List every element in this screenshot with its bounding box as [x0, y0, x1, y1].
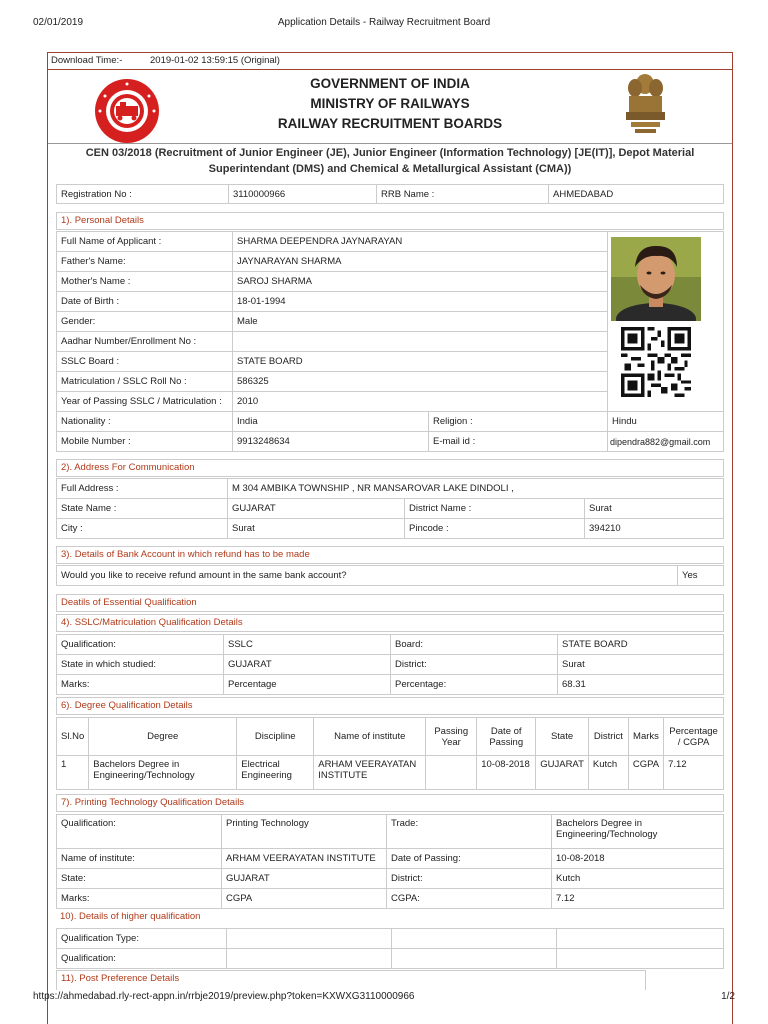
sslc-board-value-2: STATE BOARD [558, 635, 724, 655]
refund-question: Would you like to receive refund amount in the same bank account? [57, 566, 678, 586]
degree-marks: CGPA [628, 756, 663, 790]
printing-state-value: GUJARAT [222, 869, 387, 889]
refund-answer: Yes [678, 566, 724, 586]
cen-title-line-1: CEN 03/2018 (Recruitment of Junior Engineer (JE), Junior Engineer (Information Technology) [JE(IT)], Depot Material [85, 147, 695, 159]
sslc-marks-label: Marks: [57, 675, 224, 695]
sslc-board-label: SSLC Board : [57, 352, 233, 372]
mobile-label: Mobile Number : [57, 432, 233, 452]
full-address-value: M 304 AMBIKA TOWNSHIP , NR MANSAROVAR LAKE DINDOLI , [228, 479, 724, 499]
page-url: https://ahmedabad.rly-rect-appn.in/rrbje2019/preview.php?token=KXWXG3110000966 [33, 991, 415, 1002]
download-time-label: Download Time:- [51, 55, 123, 66]
gender-value: Male [233, 312, 608, 332]
email-value: dipendra882@gmail.com [608, 432, 724, 452]
mother-name-value: SAROJ SHARMA [233, 272, 608, 292]
table-row [57, 756, 724, 790]
download-time-bar [48, 53, 732, 70]
passing-year-label: Year of Passing SSLC / Matriculation : [57, 392, 233, 412]
degree-col-passing-year: Passing Year [426, 718, 477, 756]
registration-label: Registration No : [57, 185, 229, 204]
printing-qualification-value: Printing Technology [222, 815, 387, 849]
degree-passing-year [426, 756, 477, 790]
degree-discipline: Electrical Engineering [237, 756, 314, 790]
mother-name-label: Mother's Name : [57, 272, 233, 292]
printing-district-label: District: [387, 869, 552, 889]
degree-col-state: State [536, 718, 589, 756]
degree-date-of-passing: 10-08-2018 [477, 756, 536, 790]
dob-value: 18-01-1994 [233, 292, 608, 312]
print-date: 02/01/2019 [33, 17, 84, 28]
printing-cgpa-label: CGPA: [387, 889, 552, 909]
bank-table [56, 565, 724, 586]
registration-table [56, 184, 724, 204]
address-heading: 2). Address For Communication [56, 459, 724, 477]
degree-col-percentage: Percentage / CGPA [664, 718, 724, 756]
degree-col-slno: Sl.No [57, 718, 89, 756]
sslc-percentage-value: 68.31 [558, 675, 724, 695]
city-value: Surat [228, 519, 405, 539]
roll-no-label: Matriculation / SSLC Roll No : [57, 372, 233, 392]
higher-qualification-label: Qualification: [57, 949, 227, 969]
sslc-board-label-2: Board: [391, 635, 558, 655]
religion-label: Religion : [429, 412, 608, 432]
full-address-label: Full Address : [57, 479, 228, 499]
father-name-value: JAYNARAYAN SHARMA [233, 252, 608, 272]
nationality-label: Nationality : [57, 412, 233, 432]
header-line-boards: RAILWAY RECRUITMENT BOARDS [277, 116, 503, 131]
degree-col-degree: Degree [89, 718, 237, 756]
degree-heading: 6). Degree Qualification Details [56, 697, 724, 715]
religion-value: Hindu [608, 412, 724, 432]
degree-district: Kutch [588, 756, 628, 790]
printing-date-label: Date of Passing: [387, 849, 552, 869]
post-preference-heading: 11). Post Preference Details [56, 970, 646, 990]
printing-cgpa-value: 7.12 [552, 889, 724, 909]
degree-col-marks: Marks [628, 718, 663, 756]
degree-col-institute: Name of institute [314, 718, 426, 756]
city-label: City : [57, 519, 228, 539]
application-form [47, 52, 733, 1024]
printing-qualification-label: Qualification: [57, 815, 222, 849]
sslc-state-label: State in which studied: [57, 655, 224, 675]
sslc-qualification-value: SSLC [224, 635, 391, 655]
degree-col-district: District [588, 718, 628, 756]
printing-marks-label: Marks: [57, 889, 222, 909]
degree-col-date-of-passing: Date of Passing [477, 718, 536, 756]
name-label: Full Name of Applicant : [57, 232, 233, 252]
applicant-photo [611, 237, 701, 321]
registration-value: 3110000966 [229, 185, 377, 204]
printing-technology-table [56, 814, 724, 909]
cen-title-line-2: Superintendant (DMS) and Chemical & Metallurgical Assistant (CMA)) [208, 163, 572, 175]
header-line-ministry: MINISTRY OF RAILWAYS [310, 96, 470, 111]
rrb-name-value: AHMEDABAD [549, 185, 724, 204]
mobile-value: 9913248634 [233, 432, 429, 452]
dob-label: Date of Birth : [57, 292, 233, 312]
personal-details-heading: 1). Personal Details [56, 212, 724, 230]
aadhar-label: Aadhar Number/Enrollment No : [57, 332, 233, 352]
rrb-name-label: RRB Name : [377, 185, 549, 204]
address-table [56, 478, 724, 539]
printing-institute-value: ARHAM VEERAYATAN INSTITUTE [222, 849, 387, 869]
printing-district-value: Kutch [552, 869, 724, 889]
name-value: SHARMA DEEPENDRA JAYNARAYAN [233, 232, 608, 252]
qualification-type-label: Qualification Type: [57, 929, 227, 949]
degree-table [56, 717, 724, 790]
sslc-district-label: District: [391, 655, 558, 675]
printing-marks-value: CGPA [222, 889, 387, 909]
aadhar-value [233, 332, 608, 352]
degree-col-discipline: Discipline [237, 718, 314, 756]
pincode-value: 394210 [585, 519, 724, 539]
sslc-qualification-table [56, 634, 724, 695]
essential-qualification-heading: Deatils of Essential Qualification [56, 594, 724, 612]
higher-qualification-heading: 10). Details of higher qualification [60, 911, 201, 922]
sslc-percentage-label: Percentage: [391, 675, 558, 695]
printing-trade-value: Bachelors Degree in Engineering/Technology [552, 815, 724, 849]
email-label: E-mail id : [429, 432, 608, 452]
sslc-marks-value: Percentage [224, 675, 391, 695]
printing-trade-label: Trade: [387, 815, 552, 849]
sslc-qualification-heading: 4). SSLC/Matriculation Qualification Details [56, 614, 724, 632]
passing-year-value: 2010 [233, 392, 608, 412]
gender-label: Gender: [57, 312, 233, 332]
sslc-district-value: Surat [558, 655, 724, 675]
state-name-value: GUJARAT [228, 499, 405, 519]
roll-no-value: 586325 [233, 372, 608, 392]
bank-heading: 3). Details of Bank Account in which refund has to be made [56, 546, 724, 564]
page-number: 1/2 [721, 991, 735, 1002]
state-name-label: State Name : [57, 499, 228, 519]
header-line-government: GOVERNMENT OF INDIA [310, 76, 470, 91]
degree-slno: 1 [57, 756, 89, 790]
printing-state-label: State: [57, 869, 222, 889]
sslc-qualification-label: Qualification: [57, 635, 224, 655]
higher-qualification-table [56, 928, 724, 969]
district-name-value: Surat [585, 499, 724, 519]
form-header [48, 70, 732, 144]
sslc-board-value: STATE BOARD [233, 352, 608, 372]
cen-notice-title [48, 145, 732, 177]
print-title: Application Details - Railway Recruitment Board [277, 17, 491, 28]
degree-percentage: 7.12 [664, 756, 724, 790]
national-emblem-icon [623, 72, 668, 136]
degree-institute: ARHAM VEERAYATAN INSTITUTE [314, 756, 426, 790]
degree-name: Bachelors Degree in Engineering/Technology [89, 756, 237, 790]
printing-institute-label: Name of institute: [57, 849, 222, 869]
printing-date-value: 10-08-2018 [552, 849, 724, 869]
sslc-state-value: GUJARAT [224, 655, 391, 675]
download-time-value: 2019-01-02 13:59:15 (Original) [150, 55, 280, 66]
degree-state: GUJARAT [536, 756, 589, 790]
father-name-label: Father's Name: [57, 252, 233, 272]
qr-code-icon [621, 327, 691, 397]
nationality-value: India [233, 412, 429, 432]
browser-header [0, 17, 768, 31]
pincode-label: Pincode : [405, 519, 585, 539]
printing-technology-heading: 7). Printing Technology Qualification Details [56, 794, 724, 812]
district-name-label: District Name : [405, 499, 585, 519]
